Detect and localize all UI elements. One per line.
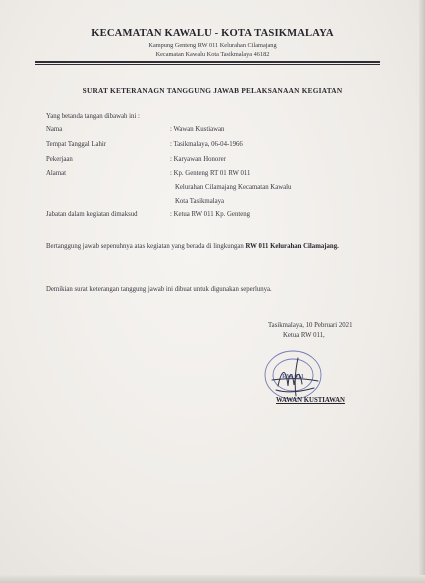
field-label-ttl: Tempat Tanggal Lahir (46, 141, 107, 148)
signature-position: Ketua RW 011, (283, 332, 325, 339)
field-value-nama: : Wawan Kustiawan (170, 126, 225, 133)
signatory-name: WAWAN KUSTIAWAN (276, 397, 345, 404)
responsibility-paragraph (46, 240, 376, 253)
field-value-ttl: : Tasikmalaya, 06-04-1966 (170, 141, 243, 148)
document-title: SURAT KETERANAGN TANGGUNG JAWAB PELAKSANAAN KEGIATAN (82, 86, 343, 95)
field-label-nama: Nama (46, 126, 63, 133)
responsibility-text: Bertanggung jawab sepenuhnya atas kegiatan yang berada di lingkungan (46, 243, 244, 250)
intro-text: Yang betanda tangan dibawah ini : (46, 113, 140, 120)
letterhead-address-line2: Kecamatan Kawalu Kota Tasikmalaya 46182 (155, 51, 270, 58)
page-bottom-shadow (0, 575, 425, 583)
field-label-alamat: Alamat (46, 170, 67, 177)
responsibility-bold-text: RW 011 Kelurahan Cilamajang. (245, 243, 339, 250)
field-value-alamat-line3: Kota Tasikmalaya (175, 198, 225, 205)
field-label-pekerjaan: Pekerjaan (46, 156, 73, 163)
letterhead-rule-thin (35, 64, 380, 65)
field-value-alamat-line2: Kelurahan Cilamajang Kecamatan Kawalu (175, 184, 292, 191)
closing-paragraph: Demikian surat keterangan tanggung jawab ini dibuat untuk digunakan seperlunya. (46, 286, 272, 293)
stamp-label: RW 011 (282, 373, 304, 380)
field-label-jabatan: Jabatan dalam kegiatan dimaksud (46, 211, 138, 218)
letterhead-title: KECAMATAN KAWALU - KOTA TASIKMALAYA (91, 28, 334, 39)
field-value-jabatan: : Ketua RW 011 Kp. Genteng (170, 211, 251, 218)
letterhead-rule-thick (35, 61, 380, 63)
field-value-alamat: : Kp. Genteng RT 01 RW 011 (170, 170, 251, 177)
signature-place-date: Tasikmalaya, 10 Pebruari 2021 (268, 322, 353, 329)
field-value-pekerjaan: : Karyawan Honorer (170, 156, 226, 163)
letterhead-address-line1: Kampung Genteng RW 011 Kelurahan Cilamajang (148, 42, 277, 49)
